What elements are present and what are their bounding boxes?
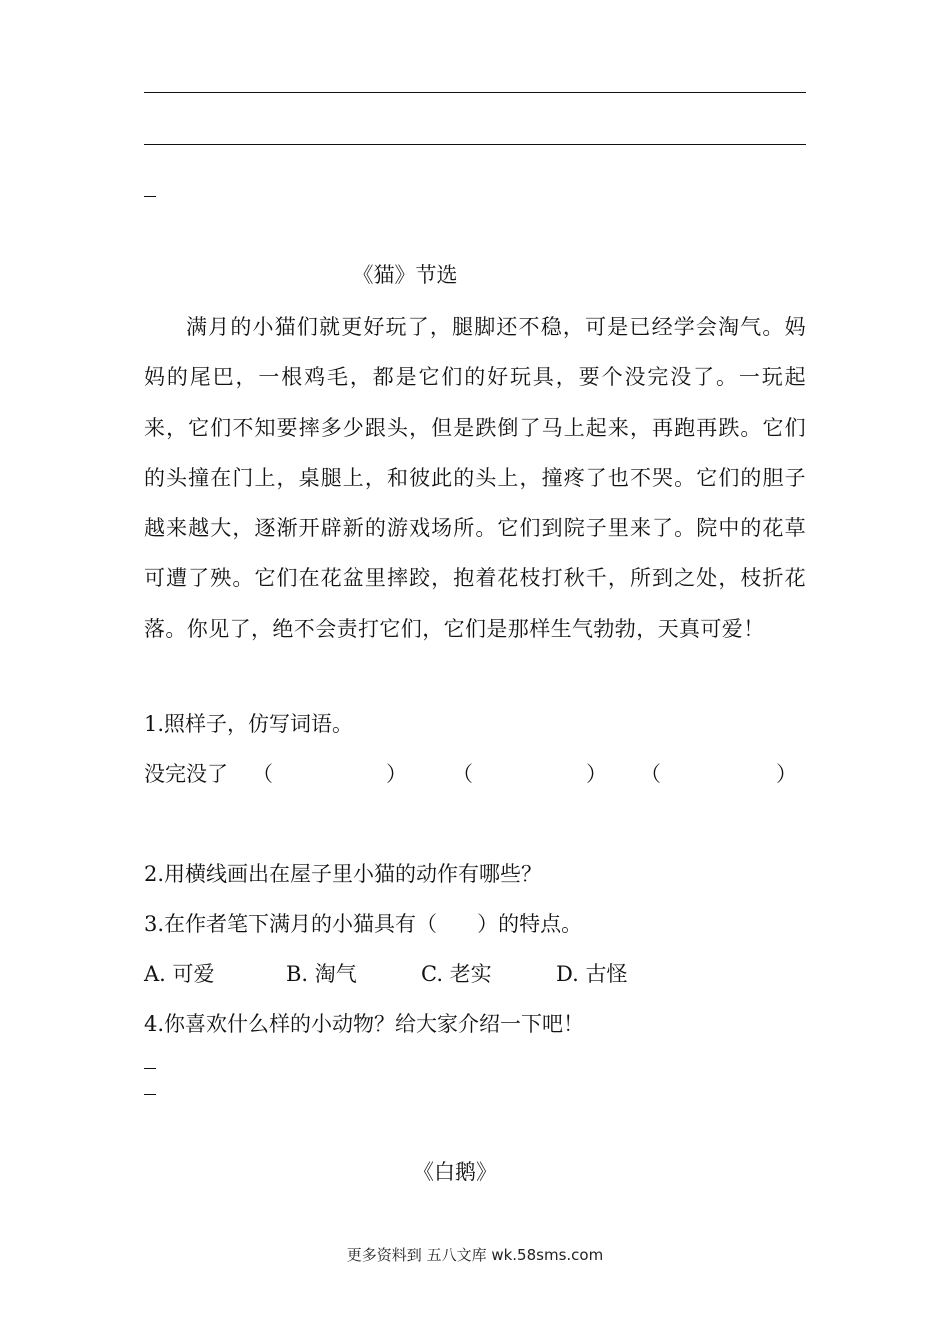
passage-body-cat: 满月的小猫们就更好玩了，腿脚还不稳，可是已经学会淘气。妈妈的尾巴，一根鸡毛，都是它们的好玩具，要个没完没了。一玩起来，它们不知要摔多少跟头，但是跌倒了马上起来，再跑再跌。它们的头撞在门上，桌腿上，和彼此的头上，撞疼了也不哭。它们的胆子越来越大，逐渐开辟新的游戏场所。它们到院子里来了。院中的花草可遭了殃。它们在花盆里摔跤，抱着花枝打秋千，所到之处，枝折花落。你见了，绝不会责打它们，它们是那样生气勃勃，天真可爱！ <box>144 315 806 641</box>
question-3: 3.在作者笔下满月的小猫具有（ ）的特点。 <box>144 912 583 936</box>
question-1-example: 没完没了 <box>144 762 228 786</box>
passage-title-goose: 《白鹅》 <box>413 1160 497 1184</box>
answer-line-2 <box>144 144 806 145</box>
passage-title-cat: 《猫》节选 <box>352 263 458 287</box>
question-1: 1.照样子，仿写词语。 <box>144 712 354 736</box>
answer-line-1 <box>144 92 806 93</box>
short-dash-1 <box>144 196 156 197</box>
blank-3-close: ） <box>776 762 797 786</box>
option-d: D. 古怪 <box>556 962 628 986</box>
blank-2-close: ） <box>586 762 607 786</box>
blank-1-open: （ <box>252 762 273 786</box>
option-a: A. 可爱 <box>144 962 215 986</box>
short-dash-2 <box>144 1068 156 1069</box>
option-b: B. 淘气 <box>286 962 357 986</box>
blank-1-close: ） <box>386 762 407 786</box>
short-dash-3 <box>144 1094 156 1095</box>
blank-2-open: （ <box>452 762 473 786</box>
footer-watermark: 更多资料到 五八文库 wk.58sms.com <box>346 1246 604 1264</box>
question-2: 2.用横线画出在屋子里小猫的动作有哪些？ <box>144 862 543 886</box>
question-4: 4.你喜欢什么样的小动物？给大家介绍一下吧！ <box>144 1012 585 1036</box>
option-c: C. 老实 <box>421 962 492 986</box>
blank-3-open: （ <box>640 762 661 786</box>
